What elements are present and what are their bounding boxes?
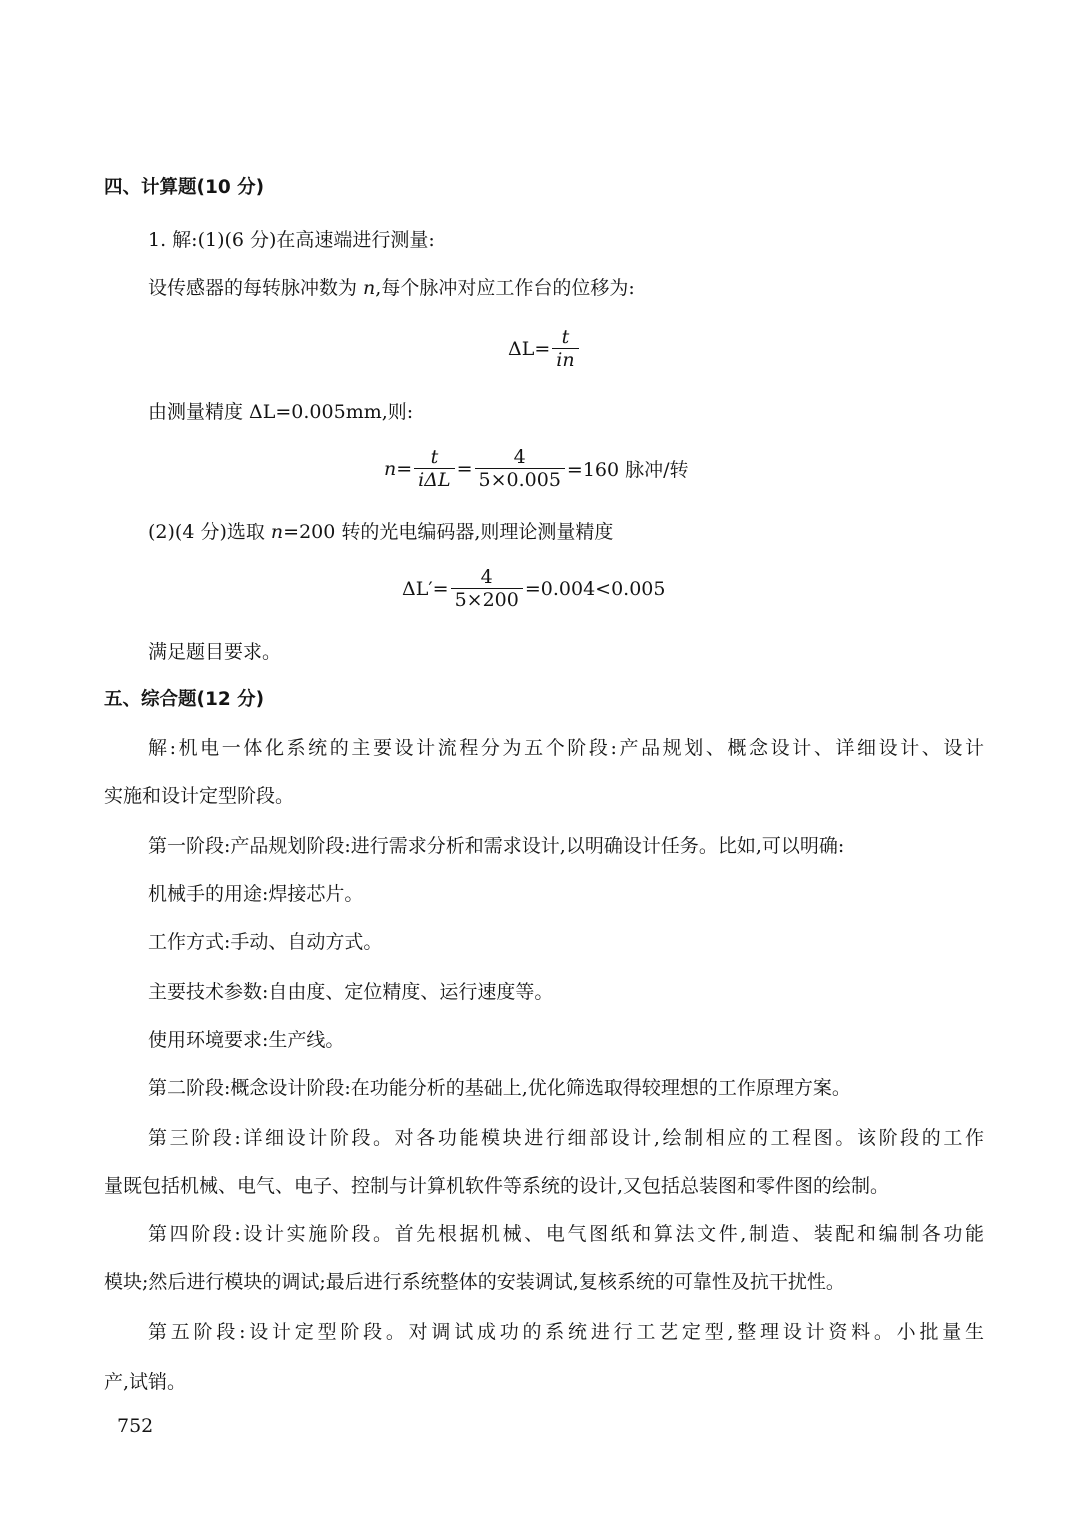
f3-lhs: ΔL′= — [402, 577, 449, 600]
s5-p1-line1: 解:机电一体化系统的主要设计流程分为五个阶段:产品规划、概念设计、详细设计、设计 — [148, 737, 984, 759]
f2-numerator-1: t — [430, 446, 439, 468]
formula-delta-l-prime — [402, 566, 666, 611]
f2-fraction-1 — [414, 446, 454, 491]
f2-rhs: =160 脉冲/转 — [566, 459, 689, 481]
part2-text — [148, 518, 613, 546]
f3-numerator: 4 — [480, 566, 493, 588]
f1-numerator: t — [561, 326, 570, 348]
s5-p3: 机械手的用途:焊接芯片。 — [148, 883, 364, 905]
s5-p5: 主要技术参数:自由度、定位精度、运行速度等。 — [148, 981, 554, 1003]
s5-p8-line1: 第三阶段:详细设计阶段。对各功能模块进行细部设计,绘制相应的工程图。该阶段的工作 — [148, 1127, 984, 1149]
f2-lhs: n= — [384, 457, 413, 480]
formula-n — [384, 446, 689, 491]
precision-text: 由测量精度 ΔL=0.005mm,则: — [148, 401, 414, 423]
formula-delta-l — [508, 326, 581, 371]
f2-equals: = — [456, 457, 473, 480]
part2-post: =200 转的光电编码器,则理论测量精度 — [283, 521, 614, 543]
s5-p6: 使用环境要求:生产线。 — [148, 1029, 345, 1051]
f3-fraction — [451, 566, 523, 611]
s5-p4: 工作方式:手动、自动方式。 — [148, 931, 383, 953]
part2-pre: (2)(4 分)选取 — [148, 521, 271, 543]
section-5-title: 五、综合题(12 分) — [104, 689, 265, 710]
f1-denominator: in — [552, 348, 578, 371]
q1-setup-pre: 设传感器的每转脉冲数为 — [148, 277, 364, 299]
s5-p2: 第一阶段:产品规划阶段:进行需求分析和需求设计,以明确设计任务。比如,可以明确: — [148, 835, 845, 857]
s5-p1-line2: 实施和设计定型阶段。 — [104, 785, 295, 807]
q1-setup — [148, 274, 635, 302]
section-4-title: 四、计算题(10 分) — [104, 177, 265, 198]
f3-rhs: =0.004<0.005 — [524, 577, 666, 600]
s5-p10-line2: 产,试销。 — [104, 1371, 187, 1393]
q1-intro: 1. 解:(1)(6 分)在高速端进行测量: — [148, 229, 435, 251]
q1-setup-post: ,每个脉冲对应工作台的位移为: — [375, 277, 635, 299]
f1-lhs: ΔL= — [508, 337, 551, 360]
f2-fraction-2 — [475, 446, 565, 491]
f3-denominator: 5×200 — [451, 588, 523, 611]
f1-fraction — [552, 326, 578, 371]
s5-p10-line1: 第五阶段:设计定型阶段。对调试成功的系统进行工艺定型,整理设计资料。小批量生 — [148, 1321, 984, 1343]
s5-p9-line1: 第四阶段:设计实施阶段。首先根据机械、电气图纸和算法文件,制造、装配和编制各功能 — [148, 1223, 984, 1245]
s5-p7: 第二阶段:概念设计阶段:在功能分析的基础上,优化筛选取得较理想的工作原理方案。 — [148, 1077, 851, 1099]
s5-p9-line2: 模块;然后进行模块的调试;最后进行系统整体的安装调试,复核系统的可靠性及抗干扰性。 — [104, 1271, 845, 1293]
satisfy-text: 满足题目要求。 — [148, 641, 282, 663]
page-number: 752 — [117, 1415, 154, 1437]
f2-numerator-2: 4 — [513, 446, 526, 468]
part2-var: n — [270, 521, 284, 543]
s5-p8-line2: 量既包括机械、电气、电子、控制与计算机软件等系统的设计,又包括总装图和零件图的绘制。 — [104, 1175, 890, 1197]
f2-denominator-1: iΔL — [414, 468, 454, 491]
q1-setup-var: n — [363, 277, 376, 299]
f2-denominator-2: 5×0.005 — [475, 468, 565, 491]
